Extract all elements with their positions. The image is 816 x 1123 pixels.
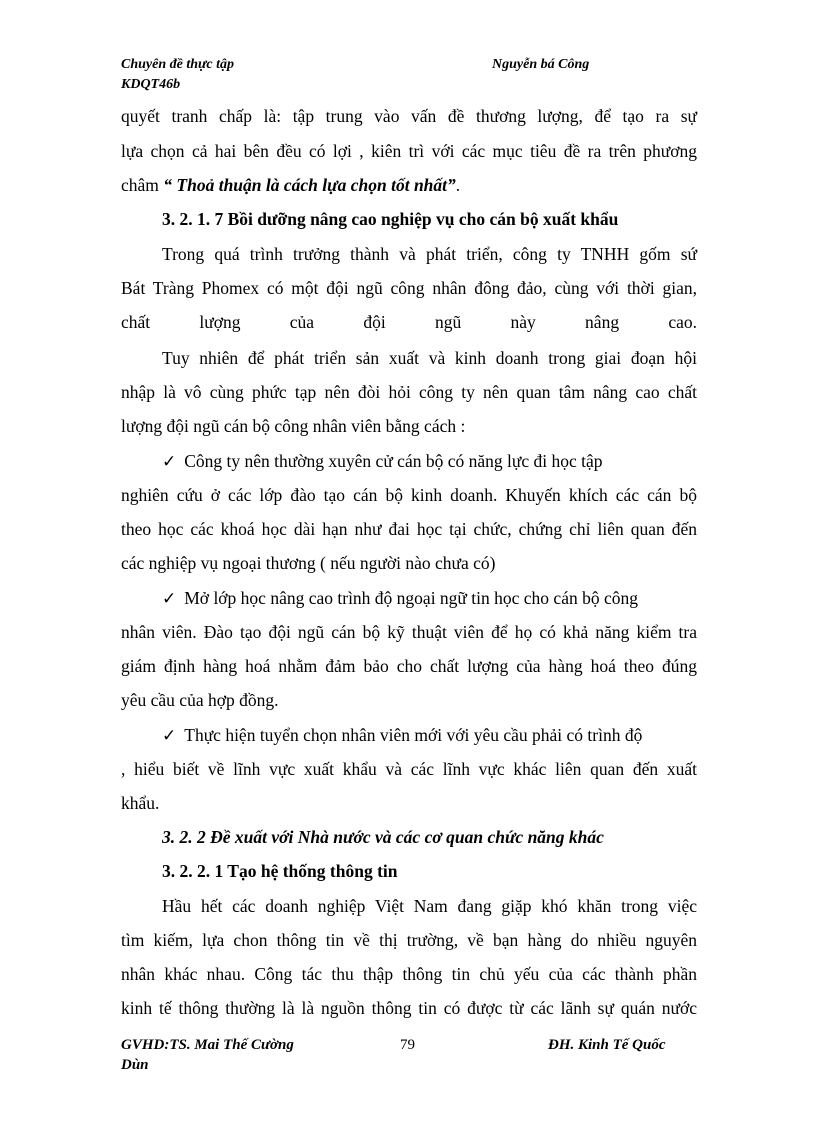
- para2-line3: chất lượng của đội ngũ này nâng cao.: [121, 312, 697, 332]
- para2-line2: Bát Tràng Phomex có một đội ngũ công nhân đông đảo, cùng với thời gian,: [121, 278, 697, 298]
- para1-line1: quyết tranh chấp là: tập trung vào vấn đề thương lượng, để tạo ra sự: [121, 106, 697, 126]
- header-left-line2: KDQT46b: [121, 77, 181, 92]
- bullet3-text: Thực hiện tuyển chọn nhân viên mới với yêu cầu phải có trình độ: [184, 725, 643, 745]
- bullet1-line2: nghiên cứu ở các lớp đào tạo cán bộ kinh doanh. Khuyến khích các cán bộ: [121, 485, 697, 505]
- para1-line3-end: .: [455, 175, 461, 195]
- header-author: Nguyễn bá Công: [492, 57, 590, 72]
- checkmark-icon: ✓: [162, 726, 177, 745]
- para4-line4: kinh tế thông thường là là nguồn thông tin có được từ các lãnh sự quán nước: [121, 998, 697, 1018]
- footer-advisor: GVHD:TS. Mai Thế Cường: [121, 1037, 294, 1053]
- para2-line1: Trong quá trình trưởng thành và phát triển, công ty TNHH gốm sứ: [162, 244, 697, 264]
- heading-3-2-2: 3. 2. 2 Đề xuất với Nhà nước và các cơ quan chức năng khác: [162, 827, 604, 847]
- heading-3-2-2-1: 3. 2. 2. 1 Tạo hệ thống thông tin: [162, 861, 398, 881]
- header-left-line1: Chuyên đề thực tập: [121, 57, 235, 72]
- heading-3-2-1-7: 3. 2. 1. 7 Bồi dưỡng nâng cao nghiệp vụ cho cán bộ xuất khẩu: [162, 209, 619, 229]
- bullet1-line3: theo học các khoá học dài hạn như đai học tại chức, chứng chỉ liên quan đến: [121, 519, 697, 539]
- para3-line3: lượng đội ngũ cán bộ công nhân viên bằng cách :: [121, 416, 466, 436]
- para1-line3-start: châm: [121, 175, 164, 195]
- bullet3-line1: [162, 724, 697, 747]
- para3-line1: Tuy nhiên để phát triển sản xuất và kinh doanh trong giai đoạn hội: [162, 348, 697, 368]
- para1-line3: [121, 174, 697, 196]
- bullet2-line4: yêu cầu của hợp đồng.: [121, 690, 279, 710]
- para4-line3: nhân khác nhau. Công tác thu thập thông tin chủ yếu của các thành phần: [121, 964, 697, 984]
- bullet1-line1: [162, 450, 697, 473]
- bullet1-line4: các nghiệp vụ ngoại thương ( nếu người nào chưa có): [121, 553, 496, 573]
- checkmark-icon: ✓: [162, 452, 177, 471]
- quote-emphasis: “ Thoả thuận là cách lựa chọn tốt nhất”: [163, 175, 456, 195]
- bullet1-text: Công ty nên thường xuyên cử cán bộ có năng lực đi học tập: [184, 451, 603, 471]
- checkmark-icon: ✓: [162, 589, 177, 608]
- bullet2-line1: [162, 587, 697, 610]
- bullet2-line3: giám định hàng hoá nhằm đảm bảo cho chất lượng của hàng hoá theo đúng: [121, 656, 697, 676]
- para4-line1: Hầu hết các doanh nghiệp Việt Nam đang giặp khó khăn trong việc: [162, 896, 697, 916]
- para3-line2: nhập là vô cùng phức tạp nên đòi hỏi công ty nên quan tâm nâng cao chất: [121, 382, 697, 402]
- bullet3-line3: khẩu.: [121, 793, 160, 813]
- para1-line2: lựa chọn cả hai bên đều có lợi , kiên trì với các mục tiêu đề ra trên phương: [121, 141, 697, 161]
- bullet2-text: Mở lớp học nâng cao trình độ ngoại ngữ tin học cho cán bộ công: [184, 588, 638, 608]
- footer-university: ĐH. Kinh Tế Quốc: [548, 1037, 666, 1053]
- footer-advisor-line2: Dùn: [121, 1057, 149, 1073]
- bullet3-line2: , hiểu biết về lĩnh vực xuất khẩu và các lĩnh vực khác liên quan đến xuất: [121, 759, 697, 779]
- para4-line2: tìm kiếm, lựa chon thông tin về thị trường, về bạn hàng do nhiều nguyên: [121, 930, 697, 950]
- page-number: 79: [400, 1037, 415, 1053]
- bullet2-line2: nhân viên. Đào tạo đội ngũ cán bộ kỹ thuật viên để họ có khả năng kiểm tra: [121, 622, 697, 642]
